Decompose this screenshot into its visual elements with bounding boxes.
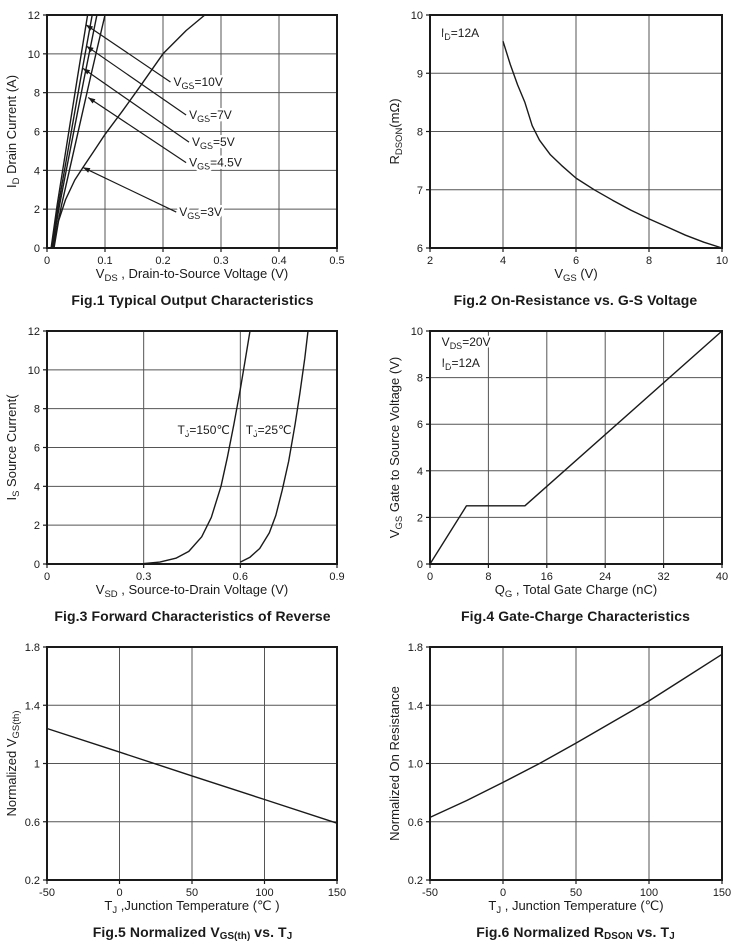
svg-text:IS Source Current(: $I_S$ Source Current( <box>4 394 22 501</box>
svg-text:100: 100 <box>255 887 274 899</box>
svg-text:8: 8 <box>33 403 40 416</box>
svg-text:TJ=25℃: $T_J=25℃$ <box>245 422 292 439</box>
svg-text:50: 50 <box>569 887 583 899</box>
fig6-chart <box>369 632 738 922</box>
fig2-chart <box>369 0 738 290</box>
svg-text:1.8: 1.8 <box>24 642 40 654</box>
svg-text:10: 10 <box>715 255 729 267</box>
svg-text:VGS (V): $V_{GS}$ (V) <box>554 266 598 284</box>
svg-text:10: 10 <box>27 48 40 61</box>
fig4-caption: Fig.4 Gate-Charge Characteristics <box>461 608 690 624</box>
svg-text:Normalized On Resistance: Normalized On Resistance <box>387 686 402 841</box>
svg-text:8: 8 <box>33 87 40 100</box>
svg-text:1.4: 1.4 <box>24 700 40 713</box>
svg-text:0.1: 0.1 <box>97 255 113 267</box>
svg-text:0.3: 0.3 <box>213 255 229 267</box>
fig4-chart <box>369 316 738 606</box>
svg-text:6: 6 <box>572 255 580 267</box>
svg-text:8: 8 <box>645 255 653 267</box>
svg-text:150: 150 <box>712 887 732 899</box>
svg-text:VGS=3V: $V_{GS}=3V$ <box>179 205 222 222</box>
svg-text:12: 12 <box>27 326 40 338</box>
svg-text:7: 7 <box>416 184 423 197</box>
svg-text:0: 0 <box>416 559 423 571</box>
svg-text:TJ ,Junction Temperature (℃ ): $T_J$ ,Junction Temperature (℃ ) <box>104 898 280 916</box>
fig6-caption: Fig.6 Normalized RDSON vs. TJ <box>476 924 675 942</box>
svg-text:VDS=20V: $V_{DS}=20V$ <box>441 335 491 352</box>
svg-text:8: 8 <box>416 126 423 139</box>
figure-on-resistance-vs-gs-voltage <box>369 0 738 316</box>
svg-text:4: 4 <box>33 481 40 494</box>
svg-text:TJ , Junction Temperature (℃): $T_J$ , Junction Temperature (℃) <box>488 898 664 916</box>
svg-text:6: 6 <box>416 243 423 255</box>
svg-text:VGS=10V: $V_{GS}=10V$ <box>173 74 223 91</box>
svg-text:0: 0 <box>499 887 507 899</box>
svg-text:4: 4 <box>33 165 40 178</box>
svg-text:1: 1 <box>33 758 40 771</box>
svg-text:32: 32 <box>657 571 670 583</box>
svg-text:QG , Total Gate Charge (nC): $Q_G$ , Total Gate Charge (nC) <box>494 582 658 600</box>
svg-text:0: 0 <box>426 571 434 583</box>
svg-text:0: 0 <box>33 559 40 571</box>
fig1-chart <box>0 0 369 290</box>
svg-text:Normalized VGS(th): Normalized $V_{GS(th)}$ <box>4 710 22 817</box>
svg-text:2: 2 <box>416 512 423 525</box>
figure-typical-output-characteristics <box>0 0 369 316</box>
svg-text:10: 10 <box>27 364 40 377</box>
fig2-caption: Fig.2 On-Resistance vs. G-S Voltage <box>453 292 698 308</box>
svg-text:10: 10 <box>410 326 423 338</box>
svg-text:100: 100 <box>639 887 659 899</box>
svg-text:RDSON(mΩ): $R_{DSON}(m\Omega)$ <box>387 98 405 165</box>
fig5-caption: Fig.5 Normalized VGS(th) vs. TJ <box>92 924 293 942</box>
svg-text:10: 10 <box>410 10 423 22</box>
svg-text:VGS=7V: $V_{GS}=7V$ <box>189 107 232 124</box>
svg-text:6: 6 <box>33 442 40 455</box>
figure-gate-charge-characteristics <box>369 316 738 632</box>
svg-text:0.9: 0.9 <box>329 571 345 583</box>
svg-text:TJ=150℃: $T_J=150℃$ <box>177 422 230 439</box>
svg-text:6: 6 <box>416 419 423 432</box>
fig1-caption: Fig.1 Typical Output Characteristics <box>71 292 314 308</box>
svg-text:-50: -50 <box>39 887 55 899</box>
fig5-chart <box>0 632 369 922</box>
svg-text:0.3: 0.3 <box>136 571 152 583</box>
svg-text:0: 0 <box>33 243 40 255</box>
svg-text:0.6: 0.6 <box>232 571 248 583</box>
svg-text:6: 6 <box>33 126 40 139</box>
svg-text:0.5: 0.5 <box>329 255 345 267</box>
svg-text:8: 8 <box>485 571 492 583</box>
svg-text:0.6: 0.6 <box>24 816 40 829</box>
svg-text:40: 40 <box>715 571 729 583</box>
svg-text:ID=12A: $I_D=12A$ <box>441 356 480 373</box>
svg-text:-50: -50 <box>422 887 438 899</box>
svg-text:0.2: 0.2 <box>24 875 40 887</box>
fig3-chart <box>0 316 369 606</box>
svg-text:12: 12 <box>27 10 40 22</box>
svg-text:VGS Gate to Source Voltage (V: $V_{GS}$ Gate to Source Voltage (V) <box>387 356 405 539</box>
svg-text:1.8: 1.8 <box>407 642 423 654</box>
svg-text:ID=12A: $I_D=12A$ <box>440 26 480 43</box>
svg-text:4: 4 <box>499 255 507 267</box>
figure-normalized-rdson-vs-tj <box>369 632 738 948</box>
svg-text:2: 2 <box>33 204 40 217</box>
figure-normalized-vgsth-vs-tj <box>0 632 369 948</box>
svg-text:4: 4 <box>416 465 423 478</box>
svg-text:0: 0 <box>43 255 51 267</box>
svg-text:0.6: 0.6 <box>407 816 423 829</box>
svg-text:0.2: 0.2 <box>407 875 423 887</box>
svg-text:1.4: 1.4 <box>407 700 423 713</box>
svg-text:VDS , Drain-to-Source Voltage: $V_{DS}$ , Drain-to-Source Voltage (V) <box>95 266 289 284</box>
svg-text:2: 2 <box>33 520 40 533</box>
svg-text:50: 50 <box>185 887 199 899</box>
svg-text:24: 24 <box>599 571 612 583</box>
svg-text:8: 8 <box>416 372 423 385</box>
svg-text:VSD , Source-to-Drain Voltage: $V_{SD}$ , Source-to-Drain Voltage (V) <box>95 582 289 600</box>
svg-text:16: 16 <box>540 571 553 583</box>
figure-forward-characteristics-reverse <box>0 316 369 632</box>
svg-text:150: 150 <box>327 887 347 899</box>
svg-text:9: 9 <box>416 68 423 81</box>
svg-text:1.0: 1.0 <box>407 758 423 771</box>
svg-text:0.4: 0.4 <box>271 255 287 267</box>
svg-text:ID Drain Current (A): $I_D$ Drain Current (A) <box>4 74 22 189</box>
svg-text:0: 0 <box>43 571 51 583</box>
svg-text:0: 0 <box>116 887 123 899</box>
fig3-caption: Fig.3 Forward Characteristics of Reverse <box>54 608 331 624</box>
svg-text:VGS=5V: $V_{GS}=5V$ <box>192 135 235 152</box>
svg-text:0.2: 0.2 <box>155 255 171 267</box>
svg-text:2: 2 <box>426 255 434 267</box>
svg-text:VGS=4.5V: $V_{GS}=4.5V$ <box>189 155 242 172</box>
